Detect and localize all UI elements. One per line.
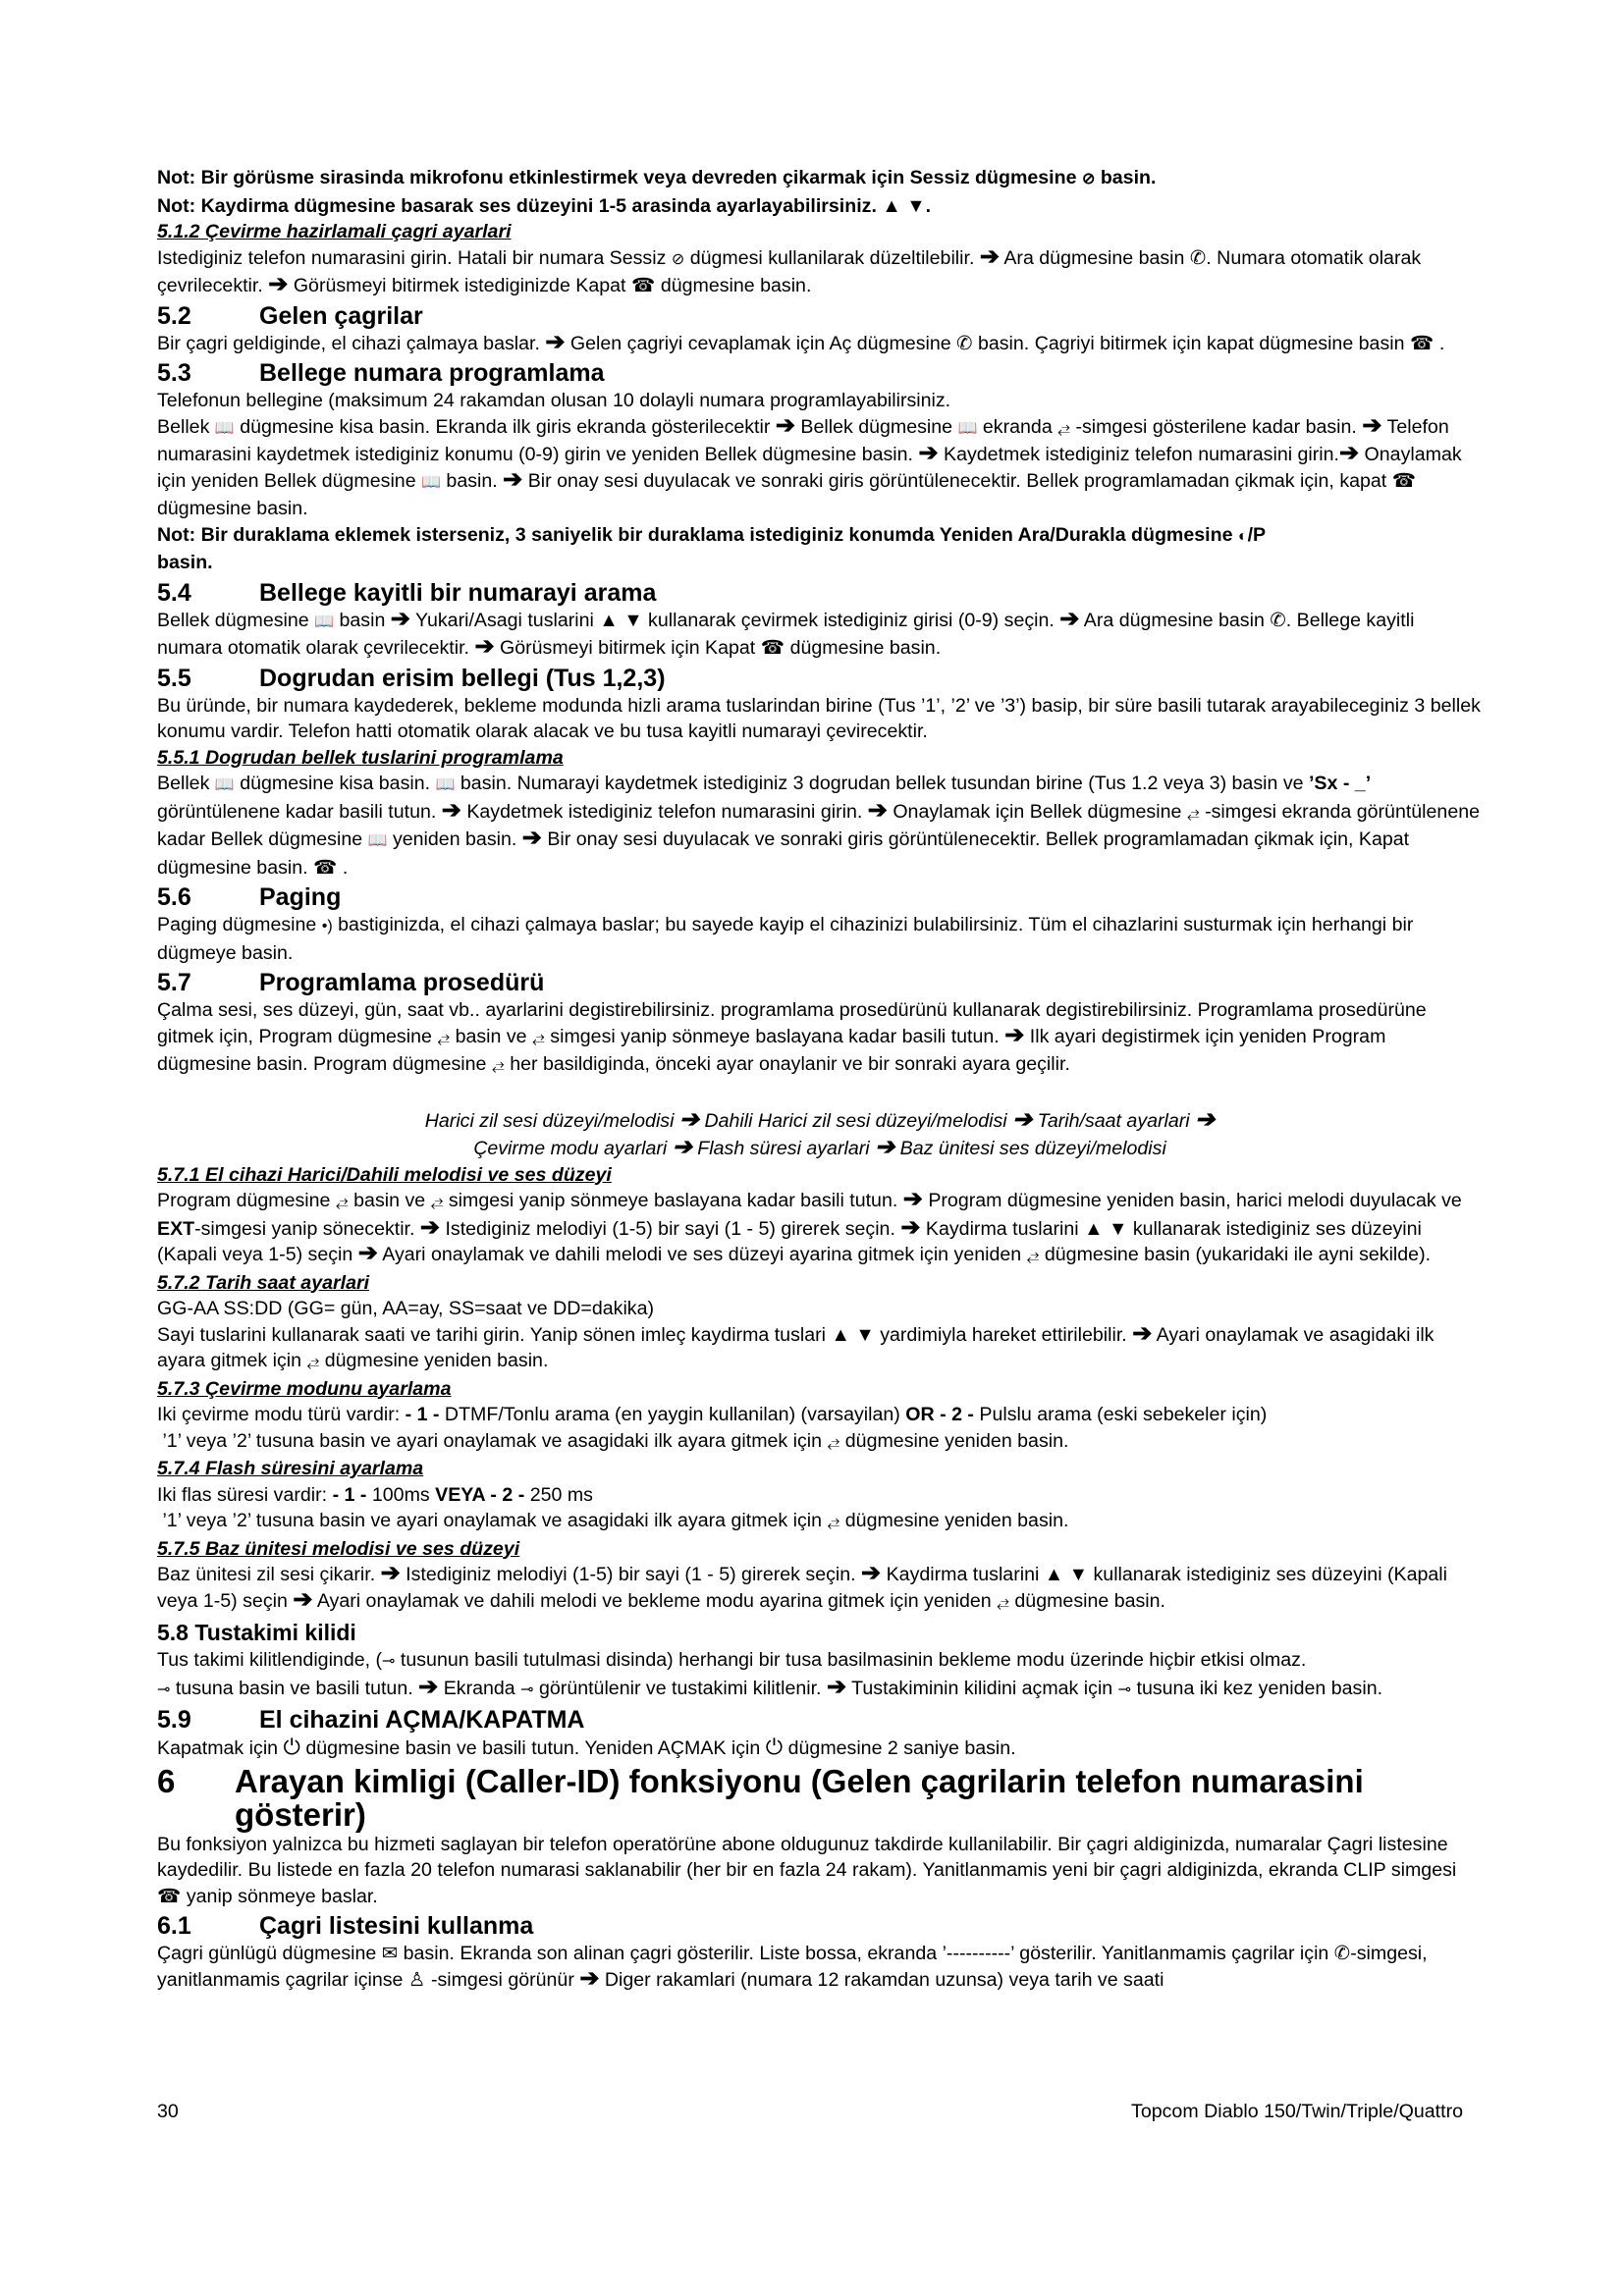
text: Çagri günlügü dügmesine bbox=[157, 1943, 377, 1964]
text: Flash süresi ayarlari bbox=[697, 1137, 870, 1159]
arrow-right-icon: ➔ bbox=[268, 271, 289, 297]
text: - 1 - bbox=[332, 1483, 367, 1506]
text: yanip sönmeye baslar. bbox=[186, 1885, 378, 1907]
text: tusuna iki kez yeniden basin. bbox=[1136, 1677, 1383, 1699]
text: dügmesine yeniden basin. bbox=[844, 1429, 1069, 1452]
heading-5-8: 5.8 Tustakimi kilidi bbox=[157, 1620, 356, 1645]
text: Ayari onaylamak ve dahili melodi ve ses düzeyi ayarina gitmek için yeniden bbox=[382, 1244, 1022, 1265]
paragraph-5-7-3 bbox=[157, 1402, 1483, 1456]
arrow-right-icon: ➔ bbox=[390, 605, 410, 632]
footer-model: Topcom Diablo 150/Twin/Triple/Quattro bbox=[1131, 2101, 1463, 2122]
section-number: 5.9 bbox=[157, 1706, 191, 1734]
arrow-right-icon: ➔ bbox=[357, 1240, 378, 1266]
text: basin. bbox=[1100, 167, 1157, 188]
arrow-right-icon: ➔ bbox=[1012, 1105, 1033, 1133]
program-icon: ⥄ bbox=[1186, 804, 1200, 822]
text: basin ve bbox=[353, 1190, 426, 1211]
paragraph-5-1-2 bbox=[157, 242, 1483, 299]
text: dügmesi kullanilarak düzeltilebilir. bbox=[689, 246, 975, 269]
section-number: 6 bbox=[157, 1762, 176, 1799]
text: simgesi yanip sönmeye baslayana kadar basili tutun. bbox=[448, 1190, 898, 1211]
manual-page bbox=[157, 165, 1483, 1993]
note-volume: Not: Kaydirma dügmesine basarak ses düzeyini 1-5 arasinda ayarlayabilirsiniz. ▲ ▼. bbox=[157, 194, 932, 217]
arrow-right-icon: ➔ bbox=[775, 411, 795, 439]
text: Iki çevirme modu türü vardir: bbox=[157, 1404, 401, 1425]
text: Paging dügmesine bbox=[157, 914, 317, 935]
text: dügmesine basin. bbox=[660, 275, 812, 296]
arrow-right-icon: ➔ bbox=[678, 1105, 700, 1133]
text: dügmesine basin. bbox=[157, 498, 308, 519]
program-icon: ⥄ bbox=[532, 1029, 545, 1046]
text: Baz ünitesi zil sesi çikarir. bbox=[157, 1564, 376, 1585]
text: Ayari onaylamak ve dahili melodi ve bekleme modu ayarina gitmek için yeniden bbox=[316, 1589, 992, 1612]
arrow-right-icon: ➔ bbox=[521, 825, 542, 851]
arrow-up-icon: ▲ bbox=[1044, 1564, 1064, 1585]
paragraph-5-7-2 bbox=[157, 1296, 1483, 1376]
section-title: Arayan kimligi (Caller-ID) fonksiyonu (Gelen çagrilarin telefon numarasini bbox=[235, 1762, 1364, 1799]
text: ekranda bbox=[982, 415, 1053, 438]
text: Telefon numarasini kaydetmek istediginiz konumu (0-9) girin ve yeniden Bellek dügmesine basin. bbox=[157, 415, 1449, 465]
arrow-right-icon: ➔ bbox=[293, 1585, 313, 1613]
paragraph-5-7-1 bbox=[157, 1188, 1483, 1270]
section-title: El cihazini AÇMA/KAPATMA bbox=[259, 1706, 585, 1734]
page-number: 30 bbox=[157, 2101, 179, 2122]
program-icon: ⥄ bbox=[1026, 1248, 1040, 1264]
text: -simgesi yanip sönecektir. bbox=[194, 1217, 415, 1240]
program-icon: ⥄ bbox=[827, 1433, 840, 1451]
text: Istediginiz melodiyi (1-5) bir sayi (1 - 5) girerek seçin. bbox=[406, 1564, 856, 1585]
arrow-right-icon: ➔ bbox=[380, 1560, 401, 1586]
section-number: 5.3 bbox=[157, 359, 191, 387]
redial-pause-icon: ◐ bbox=[1237, 527, 1248, 545]
text: dügmesine basin (yukaridaki ile ayni sekilde). bbox=[1044, 1244, 1432, 1265]
arrow-right-icon: ➔ bbox=[900, 1213, 921, 1241]
text: VEYA - 2 - bbox=[435, 1483, 525, 1506]
text: Istediginiz melodiyi (1-5) bir sayi (1 - 5) girerek seçin. bbox=[445, 1217, 895, 1240]
heading-5-5-1: 5.5.1 Dogrudan bellek tuslarini programlama bbox=[157, 746, 564, 769]
memory-book-icon: 📖 bbox=[314, 613, 335, 630]
text: kullanarak çevirmek istediginiz girisi (0-9) seçin. bbox=[648, 609, 1055, 631]
text: -simgesi gösterilene kadar basin. bbox=[1075, 415, 1357, 438]
heading-5-7-2: 5.7.2 Tarih saat ayarlari bbox=[157, 1271, 370, 1294]
text: Program dügmesine yeniden basin, harici melodi duyulacak ve bbox=[928, 1190, 1462, 1211]
memory-book-icon: 📖 bbox=[367, 832, 388, 849]
power-icon: ⏻ bbox=[283, 1735, 300, 1759]
arrow-down-icon: ▼ bbox=[623, 609, 643, 631]
text: Dahili Harici zil sesi düzeyi/melodisi bbox=[704, 1109, 1007, 1132]
text: Ayari onaylamak ve asagidaki ilk ayara gitmek için bbox=[157, 1323, 1435, 1371]
section-title: Bellege numara programlama bbox=[259, 359, 605, 387]
program-icon: ⥄ bbox=[335, 1194, 349, 1210]
paragraph-5-8 bbox=[157, 1647, 1483, 1703]
paragraph-5-7 bbox=[157, 997, 1483, 1080]
program-icon: ⥄ bbox=[430, 1194, 444, 1210]
paragraph-5-9 bbox=[157, 1735, 1483, 1762]
memory-book-icon: 📖 bbox=[421, 473, 441, 491]
mute-icon: ⊘ bbox=[1081, 171, 1096, 187]
arrow-down-icon: ▼ bbox=[906, 194, 926, 217]
arrow-up-icon: ▲ bbox=[831, 1323, 850, 1346]
program-icon: ⥄ bbox=[827, 1514, 840, 1530]
paragraph-5-7-4 bbox=[157, 1482, 1483, 1536]
text: dügmesine basin ve basili tutun. Yeniden AÇMAK için bbox=[305, 1737, 761, 1759]
section-number: 5.5 bbox=[157, 664, 191, 692]
missed-call-icon: ✆ bbox=[1333, 1943, 1351, 1964]
text: Istediginiz telefon numarasini girin. Hatali bir numara Sessiz bbox=[157, 246, 667, 269]
text: dügmesine basin. bbox=[789, 637, 942, 659]
section-number: 6.1 bbox=[157, 1912, 191, 1940]
text: Kapatmak için bbox=[157, 1737, 279, 1759]
text: Kaydirma tuslarini bbox=[886, 1564, 1040, 1585]
arrow-down-icon: ▼ bbox=[1068, 1564, 1089, 1585]
text: EXT bbox=[157, 1217, 195, 1240]
arrow-up-icon: ▲ bbox=[882, 194, 901, 217]
program-icon: ⥄ bbox=[306, 1354, 320, 1370]
text: Onaylamak için Bellek dügmesine bbox=[893, 800, 1182, 823]
text: Program dügmesine bbox=[157, 1190, 331, 1211]
paragraph-6-1 bbox=[157, 1941, 1483, 1993]
heading-5-7-1: 5.7.1 El cihazi Harici/Dahili melodisi ve ses düzeyi bbox=[157, 1163, 612, 1186]
text: Telefonun bellegine (maksimum 24 rakamdan olusan 10 dolayli numara programlayabilirsiniz. bbox=[157, 390, 951, 411]
person-icon: ♙ bbox=[407, 1968, 426, 1991]
section-title: Programlama prosedürü bbox=[259, 969, 545, 996]
text: tusuna basin ve basili tutun. bbox=[175, 1677, 413, 1699]
text: dügmesine kisa basin. bbox=[240, 773, 431, 794]
program-icon: ⥄ bbox=[1057, 419, 1070, 437]
paragraph-5-5: Bu üründe, bir numara kaydederek, bekleme modunda hizli arama tuslarindan birine (Tus ’1’, ’2’ ve ’3’) basip, bir süre basili tutarak arayabileceginiz 3 bellek konumu vardir. Telefon hatti otomatik olarak alacak ve bu tusa kayitli numarayi çevirecektir. bbox=[157, 694, 1481, 742]
text: DTMF/Tonlu arama (en yaygin kullanilan) (varsayilan) bbox=[444, 1404, 900, 1425]
heading-5-9 bbox=[157, 1706, 1483, 1735]
arrow-right-icon: ➔ bbox=[1059, 605, 1080, 632]
section-title: Bellege kayitli bir numarayi arama bbox=[259, 578, 657, 607]
paragraph-5-4 bbox=[157, 605, 1483, 662]
arrow-right-icon: ➔ bbox=[1195, 1105, 1216, 1133]
text: Gelen çagriyi cevaplamak için Aç dügmesine bbox=[569, 332, 951, 354]
arrow-right-icon: ➔ bbox=[867, 796, 888, 824]
text: Bellek bbox=[157, 773, 210, 794]
spacer bbox=[157, 1080, 1483, 1107]
text: . Bellege kayitli numara otomatik olarak çevrilecektir. bbox=[157, 609, 1415, 659]
paragraph-6 bbox=[157, 1832, 1483, 1910]
arrow-up-icon: ▲ bbox=[599, 609, 619, 631]
arrow-right-icon: ➔ bbox=[826, 1673, 847, 1700]
text: Çevirme modu ayarlari bbox=[473, 1137, 668, 1159]
heading-5-5 bbox=[157, 665, 1483, 693]
heading-5-7-4: 5.7.4 Flash süresini ayarlama bbox=[157, 1458, 424, 1479]
arrow-right-icon: ➔ bbox=[419, 1213, 441, 1241]
text: Bir onay sesi duyulacak ve sonraki giris görüntülenecektir. Bellek programlamadan çikmak için, Kapat dügmesine basin. bbox=[157, 828, 1410, 879]
text: görüntülenene kadar basili tutun. bbox=[157, 800, 437, 823]
heading-6 bbox=[157, 1762, 1483, 1833]
text: - 1 - bbox=[405, 1404, 440, 1425]
hangup-icon: ☎ bbox=[630, 275, 656, 296]
key-icon: ⊸ bbox=[157, 1681, 171, 1698]
text: Baz ünitesi ses düzeyi/melodisi bbox=[899, 1137, 1166, 1159]
arrow-right-icon: ➔ bbox=[545, 328, 566, 355]
hangup-icon: ☎ bbox=[313, 856, 338, 879]
text: Kaydetmek istediginiz telefon numarasini girin. bbox=[944, 444, 1339, 465]
text: Yukari/Asagi tuslarini bbox=[415, 609, 594, 631]
text: Tustakiminin kilidini açmak için bbox=[851, 1677, 1113, 1699]
program-icon: ⥄ bbox=[437, 1029, 451, 1046]
hangup-icon: ☎ bbox=[1391, 469, 1417, 492]
text: Not: Bir duraklama eklemek isterseniz, 3 saniyelik bir duraklama istediginiz konumda Yeniden Ara/Durakla dügmesine bbox=[157, 523, 1233, 546]
memory-book-icon: 📖 bbox=[214, 776, 235, 793]
text: Bellek bbox=[157, 415, 210, 438]
memory-book-icon: 📖 bbox=[957, 419, 978, 437]
text: basin. bbox=[157, 552, 213, 573]
paragraph-5-7-5 bbox=[157, 1562, 1483, 1616]
text: /P bbox=[1247, 523, 1267, 546]
text: -simgesi, yanitlanmamis çagrilar içinse bbox=[157, 1943, 1428, 1991]
text: kullanarak istediginiz ses düzeyini (Kapali veya 1-5) seçin bbox=[157, 1217, 1422, 1265]
text: 100ms bbox=[371, 1483, 430, 1506]
text: basin. bbox=[446, 469, 498, 492]
paragraph-5-3 bbox=[157, 388, 1483, 522]
note-mute bbox=[157, 165, 1483, 193]
arrow-down-icon: ▼ bbox=[855, 1323, 875, 1346]
text: Bir çagri geldiginde, el cihazi çalmaya baslar. bbox=[157, 332, 540, 354]
programming-flow-line-2 bbox=[157, 1135, 1483, 1162]
text: her basildiginda, önceki ayar onaylanir ve bir sonraki ayara geçilir. bbox=[510, 1053, 1070, 1075]
key-icon: ⊸ bbox=[520, 1681, 534, 1698]
heading-5-2 bbox=[157, 302, 1483, 331]
key-icon: ⊸ bbox=[382, 1653, 396, 1670]
heading-5-4 bbox=[157, 579, 1483, 608]
arrow-right-icon: ➔ bbox=[861, 1560, 882, 1586]
section-title: Paging bbox=[259, 883, 342, 911]
paragraph-5-6 bbox=[157, 912, 1483, 966]
text: kullanarak istediginiz ses düzeyini (Kapali veya 1-5) seçin bbox=[157, 1564, 1447, 1612]
text: dügmesine yeniden basin. bbox=[844, 1510, 1069, 1531]
heading-5-1-2: 5.1.2 Çevirme hazirlamali çagri ayarlari bbox=[157, 221, 512, 242]
heading-6-1 bbox=[157, 1912, 1483, 1941]
section-title-continued: gösterir) bbox=[235, 1795, 366, 1833]
text: ’1’ veya ’2’ tusuna basin ve ayari onaylamak ve asagidaki ilk ayara gitmek için bbox=[162, 1510, 823, 1531]
text: GG-AA SS:DD (GG= gün, AA=ay, SS=saat ve DD=dakika) bbox=[157, 1298, 655, 1319]
text: yardimiyla hareket ettirilebilir. bbox=[880, 1323, 1127, 1346]
text: dügmesine yeniden basin. bbox=[324, 1350, 549, 1371]
talk-icon: ✆ bbox=[1270, 609, 1286, 631]
text: dügmesine kisa basin. Ekranda ilk giris ekranda gösterilecektir bbox=[240, 415, 771, 438]
heading-5-7-5: 5.7.5 Baz ünitesi melodisi ve ses düzeyi bbox=[157, 1537, 520, 1560]
section-number: 5.7 bbox=[157, 969, 191, 996]
text: basin bbox=[339, 609, 386, 631]
text: görüntülenir ve tustakimi kilitlenir. bbox=[539, 1677, 822, 1699]
text: Çalma sesi, ses düzeyi, gün, saat vb.. ayarlarini degistirebilirsiniz. programlama prosedürünü kullanarak degistirebilirsiniz. Programlama prosedürüne gitmek için, Program dügmesine bbox=[157, 999, 1427, 1047]
text: Ekranda bbox=[443, 1677, 515, 1699]
section-number: 5.2 bbox=[157, 301, 191, 330]
program-icon: ⥄ bbox=[491, 1057, 505, 1074]
text: Not: Kaydirma dügmesine basarak ses düzeyini 1-5 arasinda ayarlayabilirsiniz. bbox=[157, 194, 877, 217]
text: Kaydetmek istediginiz telefon numarasini girin. bbox=[466, 800, 863, 823]
text: -simgesi görünür bbox=[430, 1968, 574, 1991]
text: Diger rakamlari (numara 12 rakamdan uzunsa) veya tarih ve saati bbox=[604, 1968, 1164, 1991]
arrow-right-icon: ➔ bbox=[672, 1133, 692, 1160]
talk-icon: ✆ bbox=[1189, 246, 1207, 269]
text: tusunun basili tutulmasi disinda) herhangi bir tusa basilmasinin bekleme modu üzerinde hiçbir etkisi olmaz. bbox=[400, 1649, 1307, 1671]
power-icon: ⏻ bbox=[765, 1735, 784, 1759]
memory-book-icon: 📖 bbox=[435, 776, 456, 793]
arrow-right-icon: ➔ bbox=[979, 242, 1000, 270]
arrow-right-icon: ➔ bbox=[503, 465, 523, 493]
section-title: Çagri listesini kullanma bbox=[259, 1912, 534, 1940]
note-pause bbox=[157, 522, 1483, 576]
text: Not: Bir görüsme sirasinda mikrofonu etkinlestirmek veya devreden çikarmak için Sessiz dügmesine bbox=[157, 167, 1077, 188]
mute-icon: ⊘ bbox=[671, 250, 685, 268]
program-icon: ⥄ bbox=[997, 1593, 1009, 1611]
text: simgesi yanip sönmeye baslayana kadar basili tutun. bbox=[550, 1025, 1000, 1047]
text: bastiginizda, el cihazi çalmaya baslar; bu sayede kayip el cihazinizi bulabilirsiniz. Tüm el cihazlarini susturmak için herhangi bir dügmeye basin. bbox=[157, 914, 1414, 964]
paragraph-5-2: Bir çagri geldiginde, el cihazi çalmaya baslar. ➔ Gelen çagriyi cevaplamak için Aç dügmesine ✆ basin. Çagriyi bitirmek için kapat dügmesine basin ☎ . bbox=[157, 328, 1445, 355]
arrow-down-icon: ▼ bbox=[1108, 1217, 1128, 1240]
heading-5-6 bbox=[157, 883, 1483, 912]
arrow-right-icon: ➔ bbox=[902, 1186, 923, 1212]
programming-flow-line-1 bbox=[157, 1107, 1483, 1135]
hangup-icon: ☎ bbox=[760, 637, 785, 659]
arrow-right-icon: ➔ bbox=[875, 1133, 895, 1160]
text: ’1’ veya ’2’ tusuna basin ve ayari onaylamak ve asagidaki ilk ayara gitmek için bbox=[162, 1429, 823, 1452]
text: Onaylamak için yeniden Bellek dügmesine bbox=[157, 444, 1462, 492]
text: -simgesi ekranda görüntülenene kadar Bellek dügmesine bbox=[157, 800, 1481, 850]
section-title: Gelen çagrilar bbox=[259, 301, 423, 330]
talk-icon: ✆ bbox=[956, 332, 973, 354]
text: ’Sx - _’ bbox=[1308, 773, 1372, 794]
text: Görüsmeyi bitirmek için Kapat bbox=[500, 637, 756, 659]
paging-icon: •) bbox=[321, 918, 333, 934]
paragraph-5-5-1: Bellek 📖 dügmesine kisa basin. 📖 basin. Numarayi kaydetmek istediginiz 3 dogrudan bellek tusundan birine (Tus 1.2 veya 3) basin ve ’Sx - _’ görüntülenene kadar basili tutun. ➔ Kaydetmek istediginiz telefon numarasini girin. ➔ Onaylamak için Bellek dügmesine ⥄ -simgesi ekranda görüntülenene kadar Bellek dügmesine 📖 yeniden basin. ➔ Bir onay sesi duyulacak ve sonraki giris görüntülenecektir. Bellek programlamadan çikmak için, Kapat dügmesine basin. ☎ . bbox=[157, 773, 1481, 879]
text: Harici zil sesi düzeyi/melodisi bbox=[424, 1109, 675, 1132]
arrow-right-icon: ➔ bbox=[418, 1673, 439, 1700]
text: Kaydirma tuslarini bbox=[925, 1217, 1079, 1240]
text: Görüsmeyi bitirmek istediginizde Kapat bbox=[293, 275, 626, 296]
arrow-right-icon: ➔ bbox=[918, 440, 939, 466]
text: OR - 2 - bbox=[905, 1404, 974, 1425]
text: Tarih/saat ayarlari bbox=[1037, 1109, 1190, 1132]
text: Bellek dügmesine bbox=[157, 609, 309, 631]
text: . Numara otomatik olarak çevrilecektir. bbox=[157, 246, 1422, 296]
text: basin. Çagriyi bitirmek için kapat dügmesine basin bbox=[977, 332, 1405, 354]
hangup-icon: ☎ bbox=[1409, 332, 1435, 354]
text: dügmesine 2 saniye basin. bbox=[787, 1737, 1016, 1759]
heading-5-7-3: 5.7.3 Çevirme modunu ayarlama bbox=[157, 1377, 452, 1400]
arrow-right-icon: ➔ bbox=[474, 633, 495, 660]
text: yeniden basin. bbox=[392, 828, 517, 850]
text: Bellek dügmesine bbox=[800, 415, 953, 438]
text: dügmesine basin. bbox=[1014, 1589, 1165, 1612]
text: 250 ms bbox=[529, 1483, 593, 1506]
text: Ara dügmesine basin bbox=[1003, 246, 1185, 269]
section-number: 5.6 bbox=[157, 883, 191, 911]
arrow-up-icon: ▲ bbox=[1084, 1217, 1104, 1240]
text: Iki flas süresi vardir: bbox=[157, 1483, 328, 1506]
key-icon: ⊸ bbox=[1117, 1681, 1132, 1698]
clip-phone-icon: ☎ bbox=[157, 1885, 182, 1907]
text: basin. Numarayi kaydetmek istediginiz 3 dogrudan bellek tusundan birine (Tus 1.2 veya 3) basin ve bbox=[460, 773, 1304, 794]
text: Tus takimi kilitlendiginde, ( bbox=[157, 1649, 383, 1671]
envelope-icon: ✉ bbox=[381, 1943, 399, 1964]
arrow-right-icon: ➔ bbox=[579, 1964, 600, 1992]
memory-book-icon: 📖 bbox=[214, 419, 235, 437]
arrow-right-icon: ➔ bbox=[1362, 411, 1382, 439]
arrow-right-icon: ➔ bbox=[1132, 1319, 1153, 1347]
text: Sayi tuslarini kullanarak saati ve tarihi girin. Yanip sönen imleç kaydirma tuslari bbox=[157, 1323, 827, 1346]
text: Bir onay sesi duyulacak ve sonraki giris görüntülenecektir. Bellek programlamadan çikmak için, kapat bbox=[527, 469, 1387, 492]
text: basin ve bbox=[455, 1025, 527, 1047]
section-title: Dogrudan erisim bellegi (Tus 1,2,3) bbox=[259, 664, 666, 692]
text: Ilk ayari degistirmek için yeniden Program dügmesine basin. Program dügmesine bbox=[157, 1025, 1386, 1075]
arrow-right-icon: ➔ bbox=[441, 796, 461, 824]
heading-5-3 bbox=[157, 359, 1483, 388]
text: Pulslu arama (eski sebekeler için) bbox=[979, 1404, 1268, 1425]
section-number: 5.4 bbox=[157, 578, 191, 607]
text: Ara dügmesine basin bbox=[1083, 609, 1265, 631]
text: Bu fonksiyon yalnizca bu hizmeti saglayan bir telefon operatörüne abone oldugunuz takdirde kullanilabilir. Bir çagri aldiginizda, numaralar Çagri listesine kaydedilir. Bu listede en fazla 20 telefon numarasi saklanabilir (her bir en fazla 24 rakam). Yanitlanmamis yeni bir çagri aldiginizda, ekranda CLIP simgesi bbox=[157, 1833, 1457, 1881]
text: basin. Ekranda son alinan çagri gösterilir. Liste bossa, ekranda ’----------’ gösterilir. Yanitlanmamis çagrilar için bbox=[403, 1943, 1329, 1964]
heading-5-7 bbox=[157, 969, 1483, 997]
arrow-right-icon: ➔ bbox=[1338, 440, 1360, 466]
arrow-right-icon: ➔ bbox=[1004, 1021, 1025, 1048]
